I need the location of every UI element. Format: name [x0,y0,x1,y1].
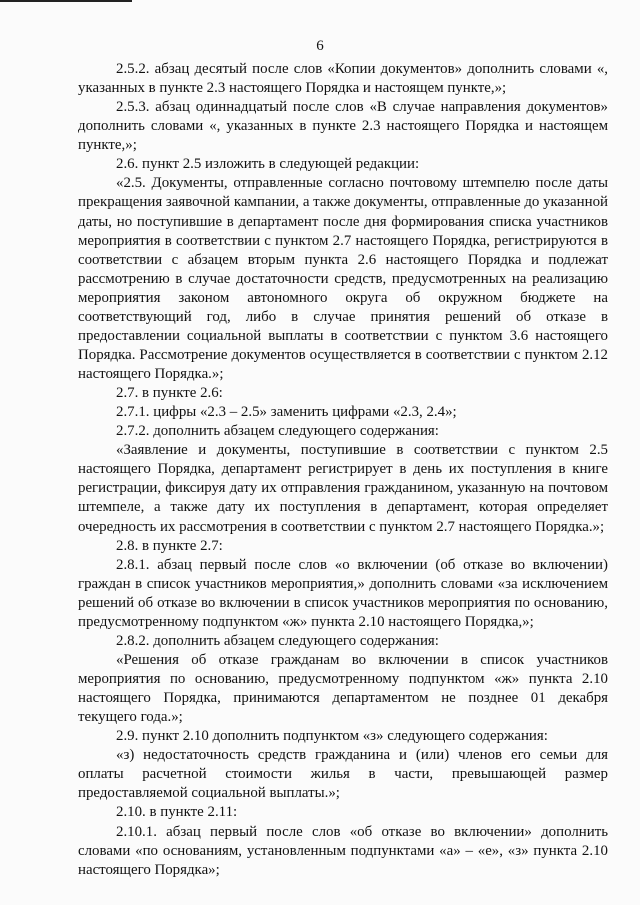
paragraph-quote-decisions: «Решения об отказе гражданам во включении в список участников мероприятия по основанию, предусмотренному подпунктом «ж» пункта 2.10 настоящего Порядка, принимаются департаментом не позднее 01 декабря текущего года.»; [78,651,608,726]
page-number: 6 [316,38,324,54]
document-body [78,60,608,880]
paragraph-2-6: 2.6. пункт 2.5 изложить в следующей редакции: [116,156,420,173]
paragraph-2-7: 2.7. в пункте 2.6: [116,385,223,402]
paragraph-quote-registration: «Заявление и документы, поступившие в соответствии с пунктом 2.5 настоящего Порядка, департамент регистрирует в день их поступления в книге регистрации, фиксируя дату их отправления гражданином, указанную на почтовом штемпеле, а также дату их поступления в департамент, которая определяет очередность их рассмотрения в соответствии с пунктом 2.7 настоящего Порядка.»; [78,442,608,535]
paragraph-2-7-1: 2.7.1. цифры «2.3 – 2.5» заменить цифрами «2.3, 2.4»; [116,404,457,421]
paragraph-2-10: 2.10. в пункте 2.11: [116,804,238,821]
paragraph-2-8-2: 2.8.2. дополнить абзацем следующего содержания: [116,632,439,649]
paragraph-quote-z: «з) недостаточность средств гражданина и (или) членов его семьи для оплаты расчетной стоимости жилья в части, превышающей размер предоставляемой социальной выплаты.»; [78,747,608,802]
paragraph-2-7-2: 2.7.2. дополнить абзацем следующего содержания: [116,423,439,440]
top-rule [0,0,132,2]
paragraph-2-8: 2.8. в пункте 2.7: [116,537,223,554]
paragraph-2-5-3: 2.5.3. абзац одиннадцатый после слов «В случае направления документов» дополнить словами «, указанных в пункте 2.3 настоящего Порядка и настоящем пункте,»; [78,99,608,154]
paragraph-2-10-1: 2.10.1. абзац первый после слов «об отказе во включении» дополнить словами «по основаниям, установленным подпунктами «а» – «е», «з» пункта 2.10 настоящего Порядка»; [78,823,608,878]
paragraph-2-9: 2.9. пункт 2.10 дополнить подпунктом «з» следующего содержания: [116,728,548,745]
paragraph-2-8-1: 2.8.1. абзац первый после слов «о включении (об отказе во включении) граждан в список участников мероприятия,» дополнить словами «за исключением решений об отказе во включении в список участников мероприятия по основанию, предусмотренному подпунктом «ж» пункта 2.10 настоящего Порядка,»; [78,556,608,630]
paragraph-2-5-2: 2.5.2. абзац десятый после слов «Копии документов» дополнить словами «, указанных в пункте 2.3 настоящего Порядка и настоящем пункте,»; [78,61,608,97]
paragraph-new-2-5: «2.5. Документы, отправленные согласно почтовому штемпелю после даты прекращения заявочной кампании, а также документы, отправленные до указанной даты, но поступившие в департамент после дня формирования списка участников мероприятия в соответствии с пунктом 2.7 настоящего Порядка, регистрируются в соответствии с абзацем вторым пункта 2.6 настоящего Порядка и подлежат рассмотрению в случае достаточности средств, предусмотренных на реализацию мероприятия законом автономного округа об окружном бюджете на соответствующий год, либо в случае принятия решений об отказе в предоставлении социальной выплаты в соответствии с пунктом 3.6 настоящего Порядка. Рассмотрение документов осуществляется в соответствии с пунктом 2.12 настоящего Порядка.»; [78,175,608,382]
